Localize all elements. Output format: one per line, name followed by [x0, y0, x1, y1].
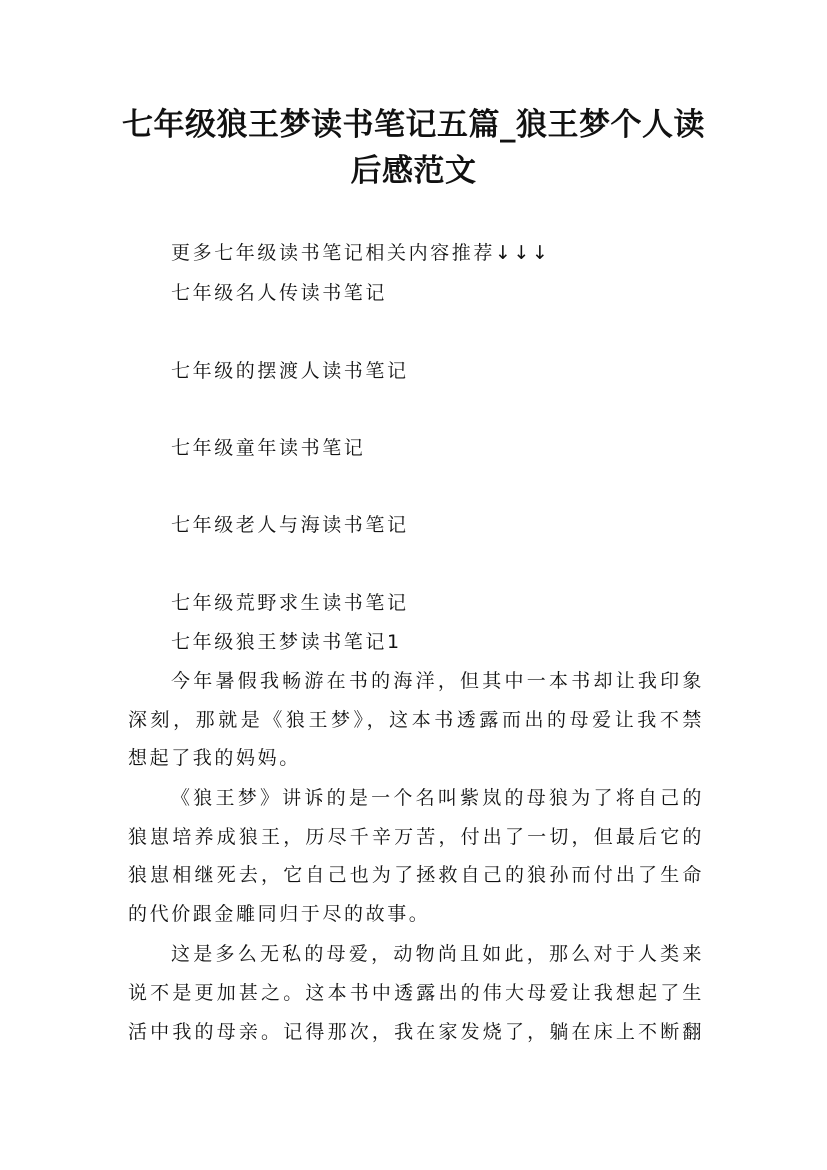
related-link-item[interactable]: 七年级童年读书笔记 [171, 437, 366, 459]
paragraph-2-line: 狼崽培养成狼王，历尽千辛万苦，付出了一切，但最后它的 [128, 826, 703, 848]
paragraph-1-line: 深刻，那就是《狼王梦》，这本书透露而出的母爱让我不禁 [128, 709, 703, 731]
section-heading: 七年级狼王梦读书笔记1 [171, 631, 402, 653]
related-link-item[interactable]: 七年级荒野求生读书笔记 [171, 592, 409, 614]
related-link-item[interactable]: 七年级的摆渡人读书笔记 [171, 360, 409, 382]
paragraph-1-line: 今年暑假我畅游在书的海洋，但其中一本书却让我印象 [171, 670, 703, 692]
paragraph-1-line: 想起了我的妈妈。 [128, 747, 301, 769]
related-link-item[interactable]: 七年级老人与海读书笔记 [171, 514, 409, 536]
paragraph-3-line: 这是多么无私的母爱，动物尚且如此，那么对于人类来 [171, 943, 703, 965]
paragraph-3-line: 说不是更加甚之。这本书中透露出的伟大母爱让我想起了生 [128, 982, 703, 1004]
paragraph-3-line: 活中我的母亲。记得那次，我在家发烧了，躺在床上不断翻 [128, 1021, 703, 1043]
paragraph-2-line: 的代价跟金雕同归于尽的故事。 [128, 903, 431, 925]
paragraph-2-line: 狼崽相继死去，它自己也为了拯救自己的狼孙而付出了生命 [128, 864, 703, 886]
recommend-intro: 更多七年级读书笔记相关内容推荐↓↓↓ [171, 242, 551, 264]
document-title-line-2: 后感范文 [350, 153, 477, 189]
paragraph-2-line: 《狼王梦》讲诉的是一个名叫紫岚的母狼为了将自己的 [171, 787, 703, 809]
related-link-item[interactable]: 七年级名人传读书笔记 [171, 282, 388, 304]
document-title-line-1: 七年级狼王梦读书笔记五篇_狼王梦个人读 [122, 107, 705, 143]
